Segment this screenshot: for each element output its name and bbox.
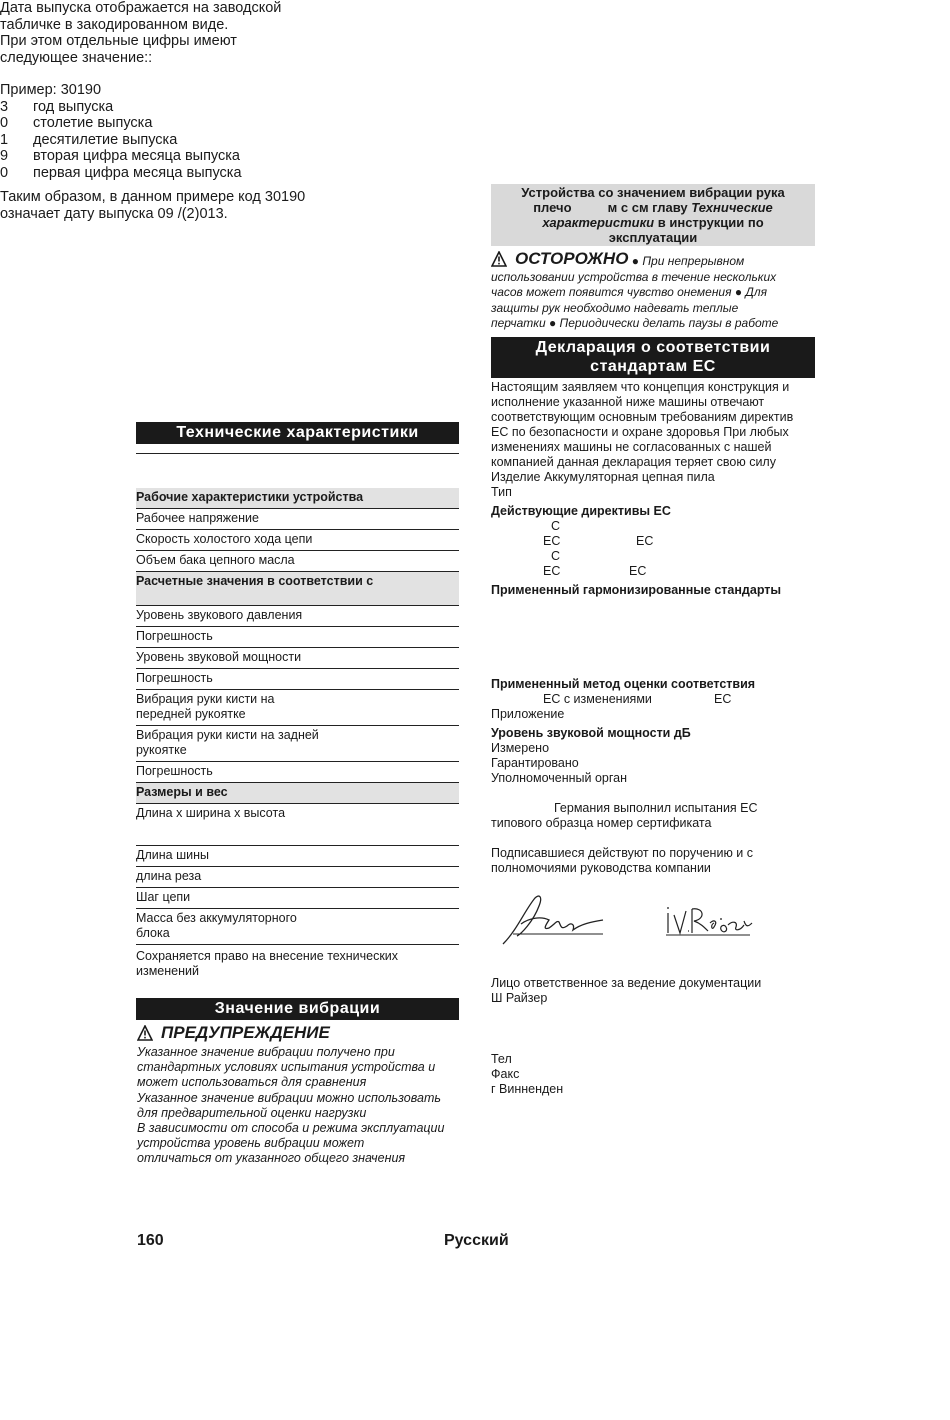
germany-line: Германия выполнил испытания ЕС [554, 801, 758, 815]
spec-row: Сохраняется право на внесение технических изменений [136, 949, 399, 978]
intro-line: табличке в закодированном виде. [0, 16, 229, 33]
city-label: г Винненден [491, 1082, 564, 1096]
method-heading: Примененный метод оценки соответствия [491, 677, 756, 691]
caution-block: ОСТОРОЖНО ● При непрерывном использовании устройства в течение нескольких часов может появится чувство онемения ● Для защиты рук необходимо надевать теплые перчатки ● Периодически делать паузы в работе [491, 249, 779, 330]
intro-line: Дата выпуска отображается на заводской [0, 0, 282, 16]
spec-section-head: Расчетные значения в соответствии с [136, 572, 459, 606]
language-label: Русский [444, 1232, 509, 1249]
notified-body-label: Уполномоченный орган [491, 771, 627, 785]
spec-section-head: Размеры и вес [136, 783, 459, 804]
intro-line: следующее значение:: [0, 49, 153, 66]
responsible-line: Лицо ответственное за ведение документации [491, 976, 762, 990]
example-label: Пример: 30190 [0, 82, 102, 98]
spec-row: Длина х ширина х высота [136, 804, 459, 846]
signed-line: Подписавшиеся действуют по поручению и с [491, 846, 753, 860]
spec-row: Погрешность [136, 669, 459, 690]
fax-label: Факс [491, 1067, 520, 1081]
example-row: 3 год выпуска [0, 98, 114, 115]
warning-block [137, 1023, 462, 1167]
example-row: 9 вторая цифра месяца выпуска [0, 148, 241, 164]
specs-table [136, 488, 459, 982]
measured-label: Измерено [491, 741, 550, 755]
method-row: ЕС с изменениями ЕС [543, 692, 732, 706]
conclusion-line: означает дату выпуска 09 /(2)013. [0, 205, 228, 222]
warning-body: Указанное значение вибрации получено при стандартных условиях испытания устройства и может использоваться для сравнения Указанное значение вибрации можно использовать для предварительной оценки нагрузки В зависимости от способа и режима эксплуатации устройства уровень вибрации может отличаться от указанного общего значения [137, 1045, 445, 1166]
divider [136, 453, 459, 454]
sound-power-heading: Уровень звуковой мощности дБ [491, 726, 691, 740]
spec-row: Рабочее напряжение [136, 509, 459, 530]
spec-row: Шаг цепи [136, 888, 459, 909]
conclusion-line: Таким образом, в данном примере код 30190 [0, 189, 306, 205]
vibration-heading: Значение вибрации [136, 998, 459, 1020]
page-number: 160 [137, 1232, 164, 1249]
declaration-heading: Декларация о соответствии стандартам ЕС [491, 337, 815, 378]
spec-row: Уровень звуковой мощности [136, 648, 459, 669]
tel-label: Тел [491, 1052, 512, 1066]
tech-specs-heading: Технические характеристики [136, 422, 459, 444]
signature-1 [499, 890, 609, 948]
signed-line: полномочиями руководства компании [491, 861, 711, 875]
spec-row: Объем бака цепного масла [136, 551, 459, 572]
spec-row: Погрешность [136, 627, 459, 648]
spec-row: Длина шины [136, 846, 459, 867]
declaration-body: Настоящим заявляем что концепция конструкция и исполнение указанной ниже машины отвечают соответствующим основным требованиям директив ЕС по безопасности и охране здоровья При любых изменениях машины не согласованных с нашей компанией данная декларация теряет свою силу Изделие Аккумуляторная цепная пила Тип Действующие директивы ЕС С ЕС ЕС С ЕС ЕС Примененный гармонизированные стандарты Примененный метод оценки соответствия ЕС с изменениями ЕС Приложение Уровень звуковой мощности дБ Измерено Гарантировано Уполномоченный орган Германия выполнил испытания ЕС типового образца номер сертификата Подписавшиеся действуют по поручению и с полномочиями руководства компании [491, 380, 815, 876]
vibration-note-box: Устройства со значением вибрации рука плечо м с см главу Технические характеристики в инструкции по эксплуатации [491, 184, 815, 246]
spec-row: Масса без аккумуляторного блока [136, 909, 459, 945]
spec-row: Уровень звукового давления [136, 606, 459, 627]
guaranteed-label: Гарантировано [491, 756, 579, 770]
spec-row: Вибрация руки кисти на передней рукоятке [136, 690, 459, 726]
spec-row: Вибрация руки кисти на задней рукоятке [136, 726, 459, 762]
caution-triangle-icon [491, 251, 507, 267]
warning-title-row [137, 1023, 462, 1043]
standards-heading: Примененный гармонизированные стандарты [491, 583, 782, 597]
warning-triangle-icon [137, 1025, 153, 1041]
directives-list: С ЕС ЕС С ЕС ЕС [543, 519, 654, 578]
example-row: 1 десятилетие выпуска [0, 131, 178, 148]
example-row: 0 первая цифра месяца выпуска [0, 164, 242, 181]
caution-text: ● При непрерывном [631, 254, 745, 268]
spec-section-head: Рабочие характеристики устройства [136, 488, 459, 509]
signature-2 [664, 905, 754, 939]
contact-block [491, 976, 815, 1097]
intro-line: При этом отдельные цифры имеют [0, 33, 237, 49]
warning-title: ПРЕДУПРЕЖДЕНИЕ [161, 1023, 330, 1042]
spec-row: Скорость холостого хода цепи [136, 530, 459, 551]
spec-row: Погрешность [136, 762, 459, 783]
example-row: 0 столетие выпуска [0, 115, 153, 131]
annex: Приложение [491, 707, 565, 721]
production-date-intro [0, 0, 330, 222]
caution-title: ОСТОРОЖНО [515, 249, 629, 269]
certificate-line: типового образца номер сертификата [491, 816, 712, 830]
spec-row: длина реза [136, 867, 459, 888]
responsible-name: Ш Райзер [491, 991, 548, 1005]
directives-heading: Действующие директивы ЕС [491, 504, 671, 518]
